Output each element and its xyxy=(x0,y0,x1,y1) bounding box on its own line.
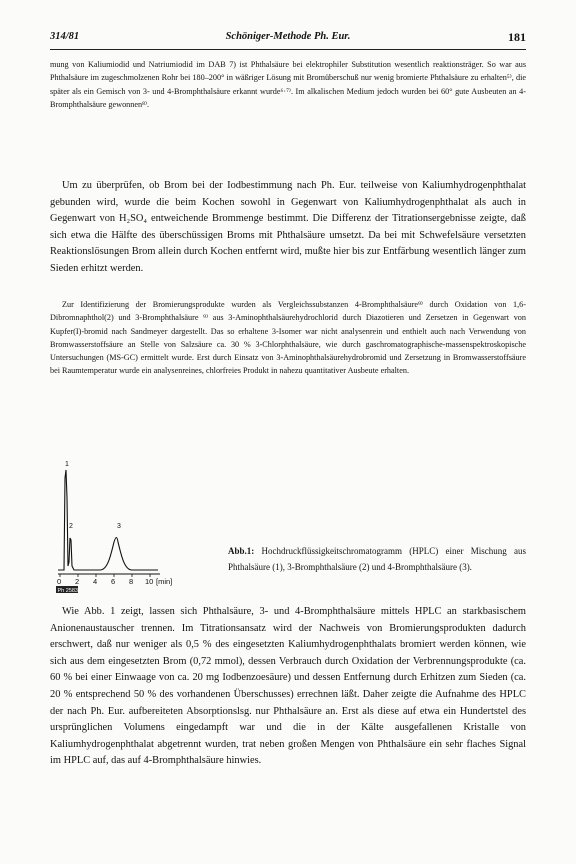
chromatogram-svg xyxy=(56,458,206,594)
running-header xyxy=(50,31,526,47)
caption-label: Abb.1: xyxy=(228,546,255,556)
stamp-text: Ph 2583 xyxy=(57,588,78,594)
header-title: Schöniger-Methode Ph. Eur. xyxy=(225,31,351,42)
header-rule xyxy=(50,49,526,50)
peak-label-1: 1 xyxy=(65,461,69,468)
hplc-chromatogram xyxy=(56,458,206,594)
peak-label-3: 3 xyxy=(117,523,121,530)
paragraph-bromine-check: Um zu überprüfen, ob Brom bei der Iodbestimmung nach Ph. Eur. teilweise von Kaliumhydrogenphthalat gebunden wird, wurde die beim Kochen sowohl in Gegenwart von Kaliumhydrogenphthalat als auch in Gegenwart von H₂SO₄ entweichende Brommenge bestimmt. Die Differenz der Titrationsergebnisse zeigte, daß sich etwa die Hälfte des überschüssigen Broms mit Phthalsäure umsetzt. Da bei mit Schwefelsäure versetzten Reaktionslösungen Brom allein durch Kochen entfernt wird, mußte hier bis zur Entfärbung wesentlich länger zum Sieden erhitzt werden. xyxy=(50,180,526,274)
tick-label-10: 10 xyxy=(145,577,154,586)
paragraph-bromination-background: mung von Kaliumiodid und Natriumiodid im DAB 7) ist Phthalsäure bei elektrophiler Substitution wesentlich reaktionsträger. So war aus Phthalsäure im zugeschmolzenen Rohr bei 180–200° in wäßriger Lösung mit Bromüberschuß nur wenig bromierte Phthalsäure zu erhalten⁵⁾, die später als ein Gemisch von 3- und 4-Bromphthalsäure erkannt wurde⁶·⁷⁾. Im alkalischen Medium jedoch wurden bei 60° gute Ausbeuten an 4-Bromphthalsäure gewonnen⁸⁾. xyxy=(50,60,526,109)
peak-label-2: 2 xyxy=(69,523,73,530)
tick-label-4: 4 xyxy=(93,577,98,586)
tick-label-6: 6 xyxy=(111,577,116,586)
axis-ticks xyxy=(60,574,150,577)
axis-unit: [min] xyxy=(156,577,173,586)
caption-text: Hochdruckflüssigkeitschromatogramm (HPLC) einer Mischung aus Phthalsäure (1), 3-Bromphthalsäure (2) und 4-Bromphthalsäure (3). xyxy=(228,546,527,572)
figure-caption xyxy=(228,544,526,575)
page-number: 181 xyxy=(508,30,526,44)
tick-label-0: 0 xyxy=(57,577,62,586)
tick-label-8: 8 xyxy=(129,577,134,586)
chromatogram-trace xyxy=(58,470,158,570)
tick-label-2: 2 xyxy=(75,577,80,586)
paragraph-hplc-results: Wie Abb. 1 zeigt, lassen sich Phthalsäure, 3- und 4-Bromphthalsäure mittels HPLC an starkbasischem Anionenaustauscher trennen. Im Titrationsansatz wird der Nachweis von Bromierungsprodukten dadurch erschwert, daß nur weniger als 0,5 % des eingesetzten Kaliumhydrogenphthalats bromiert werden können, wie sich aus dem eingesetzten Brom (0,72 mmol), dessen Verbrauch durch Oxidation der Verbrennungsprodukte (ca. 60 % bei einer Einwaage von ca. 20 mg Iodbenzoesäure) und dessen Entfernung durch Erhitzen zum Sieden (ca. 20 % entsprechend 50 % des vorhandenen Überschusses) errechnen läßt. Daher zeigte die Aufnahme des HPLC der nach Ph. Eur. aufbereiteten Absorptionslsg. nur Phthalsäure an. Erst als diese auf etwa ein Hundertstel des ursprünglichen Volumens eingedampft war und die in der Kälte ausgefallenen Kristalle von Kaliumhydrogenphthalat abgetrennt wurden, trat neben großen Mengen von Phthalsäure ein sehr flaches Signal im HPLC auf, das auf 4-Bromphthalsäure hinwies. xyxy=(50,606,526,767)
paragraph-identification: Zur Identifizierung der Bromierungsprodukte wurden als Vergleichssubstanzen 4-Bromphthalsäure⁹⁾ durch Oxidation von 1,6-Dibromnaphthol(2) und 3-Bromphthalsäure ⁹⁾ aus 3-Aminophthalsäurehydrochlorid durch Diazotieren und Zersetzen in Gegenwart von Kupfer(I)-bromid nach Sandmeyer dargestellt. Das so erhaltene 3-Isomer war nicht analysenrein und enthielt auch nach Verwendung von Bromwasserstoffsäure an Stelle von Salzsäure ca. 30 % 3-Chlorphthalsäure, wie durch gaschromatographische-massenspektroskopische Untersuchungen (MS-GC) ermittelt wurde. Erst durch Einsatz von 3-Aminophthalsäurehydrobromid und Zersetzung in Bromwasserstoffsäure bei Raumtemperatur wurde ein analysenreines, chlorfreies Produkt in nahezu quantitativer Ausbeute erhalten. xyxy=(50,300,526,376)
header-journal-ref: 314/81 xyxy=(50,31,80,42)
